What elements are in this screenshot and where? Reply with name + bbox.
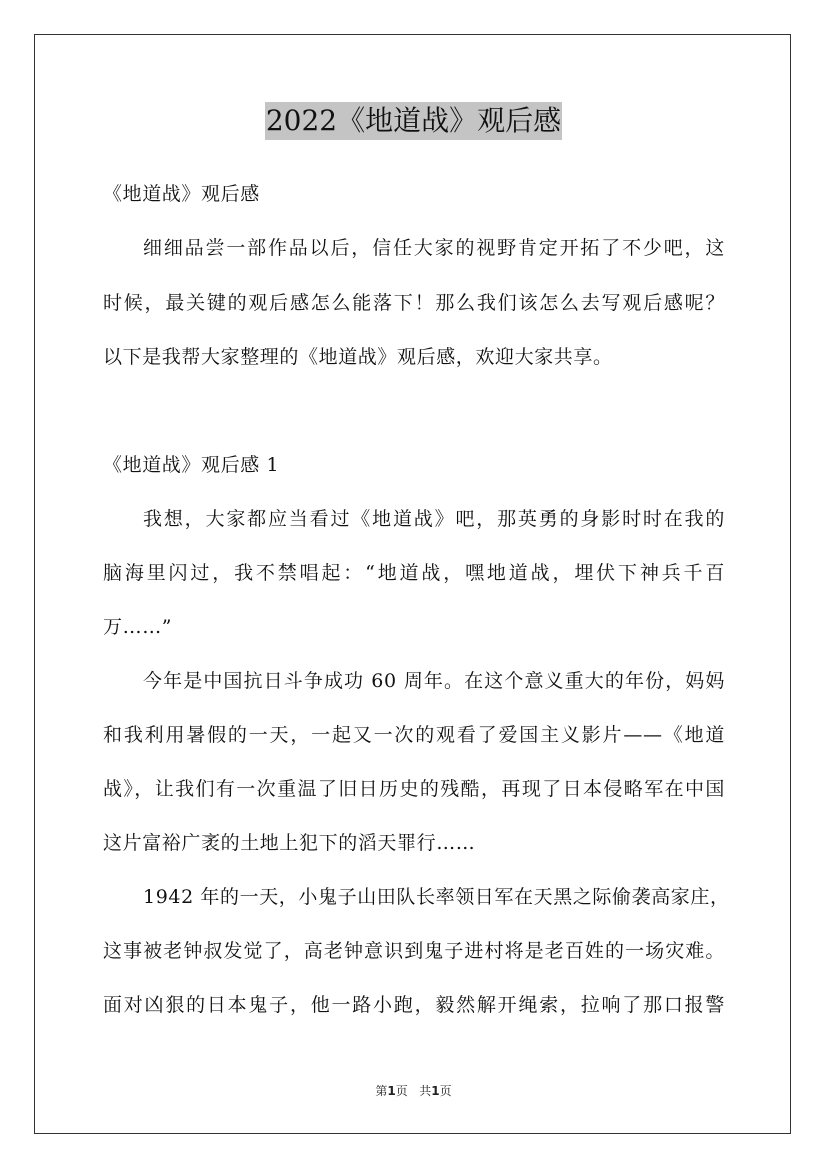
paragraph2-line-3: 战》，让我们有一次重温了旧日历史的残酷，再现了日本侵略军在中国 bbox=[103, 778, 725, 800]
footer-total-suffix: 页 bbox=[439, 1084, 452, 1098]
title-container bbox=[0, 102, 827, 140]
paragraph2-line-1: 今年是中国抗日斗争成功 60 周年。在这个意义重大的年份，妈妈 bbox=[143, 670, 725, 692]
page-footer bbox=[0, 1083, 827, 1099]
paragraph1-line-2: 脑海里闪过，我不禁唱起：“地道战，嘿地道战，埋伏下神兵千百 bbox=[103, 562, 725, 584]
footer-page-suffix: 页 共 bbox=[395, 1084, 432, 1098]
section-heading: 《地道战》观后感 1 bbox=[103, 454, 280, 476]
paragraph2-line-2: 和我利用暑假的一天，一起又一次的观看了爱国主义影片——《地道 bbox=[103, 724, 725, 746]
paragraph1-line-1: 我想，大家都应当看过《地道战》吧，那英勇的身影时时在我的 bbox=[143, 508, 725, 530]
paragraph3-line-1: 1942 年的一天，小鬼子山田队长率领日军在天黑之际偷袭高家庄， bbox=[143, 886, 730, 908]
paragraph2-line-4: 这片富裕广袤的土地上犯下的滔天罪行…… bbox=[103, 832, 476, 854]
intro-line-3: 以下是我帮大家整理的《地道战》观后感，欢迎大家共享。 bbox=[103, 346, 613, 368]
paragraph3-line-2: 这事被老钟叔发觉了，高老钟意识到鬼子进村将是老百姓的一场灾难。 bbox=[103, 940, 725, 962]
intro-line-1: 细细品尝一部作品以后，信任大家的视野肯定开拓了不少吧，这 bbox=[143, 237, 725, 259]
intro-line-2: 时候，最关键的观后感怎么能落下！那么我们该怎么去写观后感呢？ bbox=[103, 292, 725, 314]
document-title: 2022《地道战》观后感 bbox=[265, 102, 562, 140]
paragraph3-line-3: 面对凶狠的日本鬼子，他一路小跑，毅然解开绳索，拉响了那口报警 bbox=[103, 994, 725, 1016]
document-subtitle: 《地道战》观后感 bbox=[103, 183, 260, 205]
footer-page-number: 1 bbox=[387, 1084, 396, 1098]
footer-total-pages: 1 bbox=[431, 1084, 440, 1098]
footer-prefix: 第 bbox=[375, 1084, 388, 1098]
paragraph1-line-3: 万……” bbox=[103, 616, 173, 638]
